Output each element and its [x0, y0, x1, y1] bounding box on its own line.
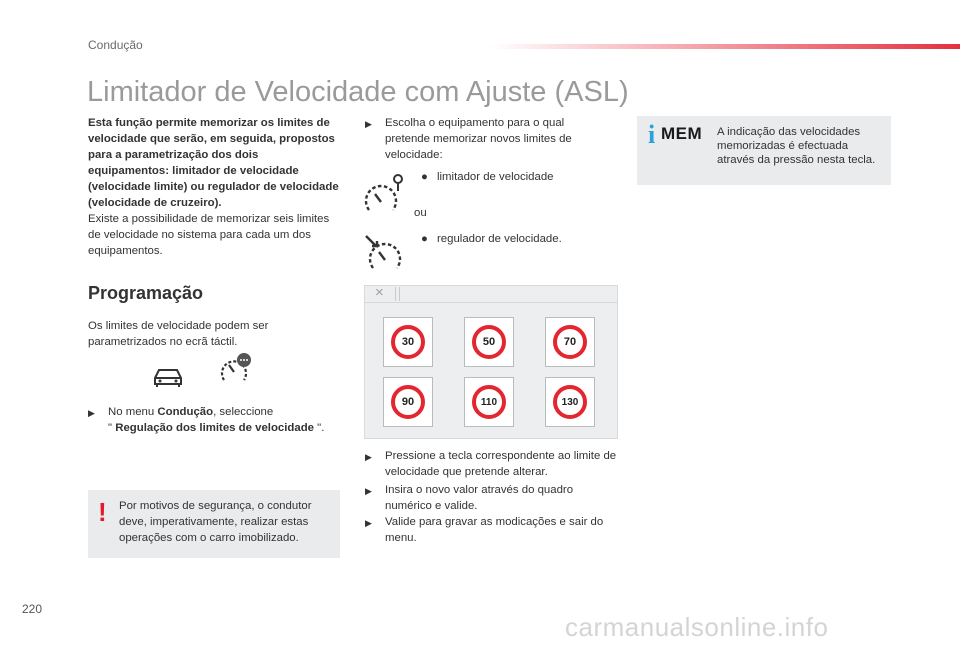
arrow-bullet-icon: ▶ — [365, 486, 372, 496]
speed-settings-icon — [219, 352, 253, 384]
info-icon: i — [648, 120, 656, 149]
intro-bold-text: Esta função permite memorizar os limites de velocidade que serão, em seguida, propostos para a parametrização dos dois equipamentos: limitador de velocidade (velocidade limite) ou regulador de velocidade (velocidade de cruzeiro). — [88, 117, 339, 209]
speed-sign: 90 — [391, 385, 425, 419]
instruction-step: ▶ Pressione a tecla correspondente ao limite de velocidade que pretende alterar. — [365, 450, 617, 478]
mem-key-label: MEM — [661, 124, 703, 143]
menu-option: Regulação dos limites de velocidade — [115, 422, 314, 434]
watermark: carmanualsonline.info — [565, 612, 829, 642]
speed-sign: 130 — [553, 385, 587, 419]
screen-tab-bar — [365, 286, 617, 303]
page-number: 220 — [22, 602, 43, 616]
touchscreen-panel — [364, 285, 618, 439]
page-title: Limitador de Velocidade com Ajuste (ASL) — [87, 76, 629, 108]
speed-sign: 50 — [472, 325, 506, 359]
speed-limiter-icon — [363, 172, 407, 216]
intro-text: Existe a possibilidade de memorizar seis limites de velocidade no sistema para cada um dos equipamentos. — [88, 213, 330, 257]
choose-step: ▶ Escolha o equipamento para o qual pretende memorizar novos limites de velocidade: — [365, 117, 572, 161]
instruction-steps — [365, 448, 620, 546]
programming-text: Os limites de velocidade podem ser parametrizados no ecrã táctil. — [88, 320, 269, 348]
arrow-bullet-icon: ▶ — [88, 408, 95, 418]
arrow-bullet-icon: ▶ — [365, 119, 372, 129]
tab-divider — [395, 287, 396, 301]
speed-tile[interactable] — [383, 377, 433, 427]
speed-tile[interactable] — [545, 377, 595, 427]
instruction-step: ▶ Insira o novo valor através do quadro numérico e valide. — [365, 484, 574, 512]
cruise-control-icon — [363, 232, 407, 272]
arrow-bullet-icon: ▶ — [365, 518, 372, 528]
limiter-option: ● limitador de velocidade — [421, 171, 554, 183]
speed-tile[interactable] — [464, 377, 514, 427]
close-icon[interactable]: × — [375, 284, 384, 301]
or-text: ou — [414, 207, 427, 219]
car-icon — [152, 366, 184, 388]
speed-sign: 30 — [391, 325, 425, 359]
speed-sign: 110 — [472, 385, 506, 419]
warning-text: Por motivos de segurança, o condutor deve, imperativamente, realizar estas operações com o carro imobilizado. — [119, 500, 312, 544]
section-heading-programming: Programação — [88, 283, 204, 303]
header-accent-bar — [490, 44, 960, 49]
speed-tile[interactable] — [464, 317, 514, 367]
info-text: A indicação das velocidades memorizadas é efectuada através da pressão nesta tecla. — [717, 126, 876, 166]
speed-sign: 70 — [553, 325, 587, 359]
section-header: Condução — [88, 38, 143, 52]
speed-tile[interactable] — [545, 317, 595, 367]
speed-tile[interactable] — [383, 317, 433, 367]
menu-name: Condução — [157, 406, 214, 418]
warning-icon: ! — [98, 497, 107, 527]
instruction-step: ▶ Valide para gravar as modicações e sair do menu. — [365, 516, 604, 544]
arrow-bullet-icon: ▶ — [365, 452, 372, 462]
tab-divider — [399, 287, 400, 301]
menu-step: ▶ No menu Condução, seleccione " Regulação dos limites de velocidade ". — [88, 406, 325, 434]
regulator-option: ● regulador de velocidade. — [421, 233, 562, 245]
